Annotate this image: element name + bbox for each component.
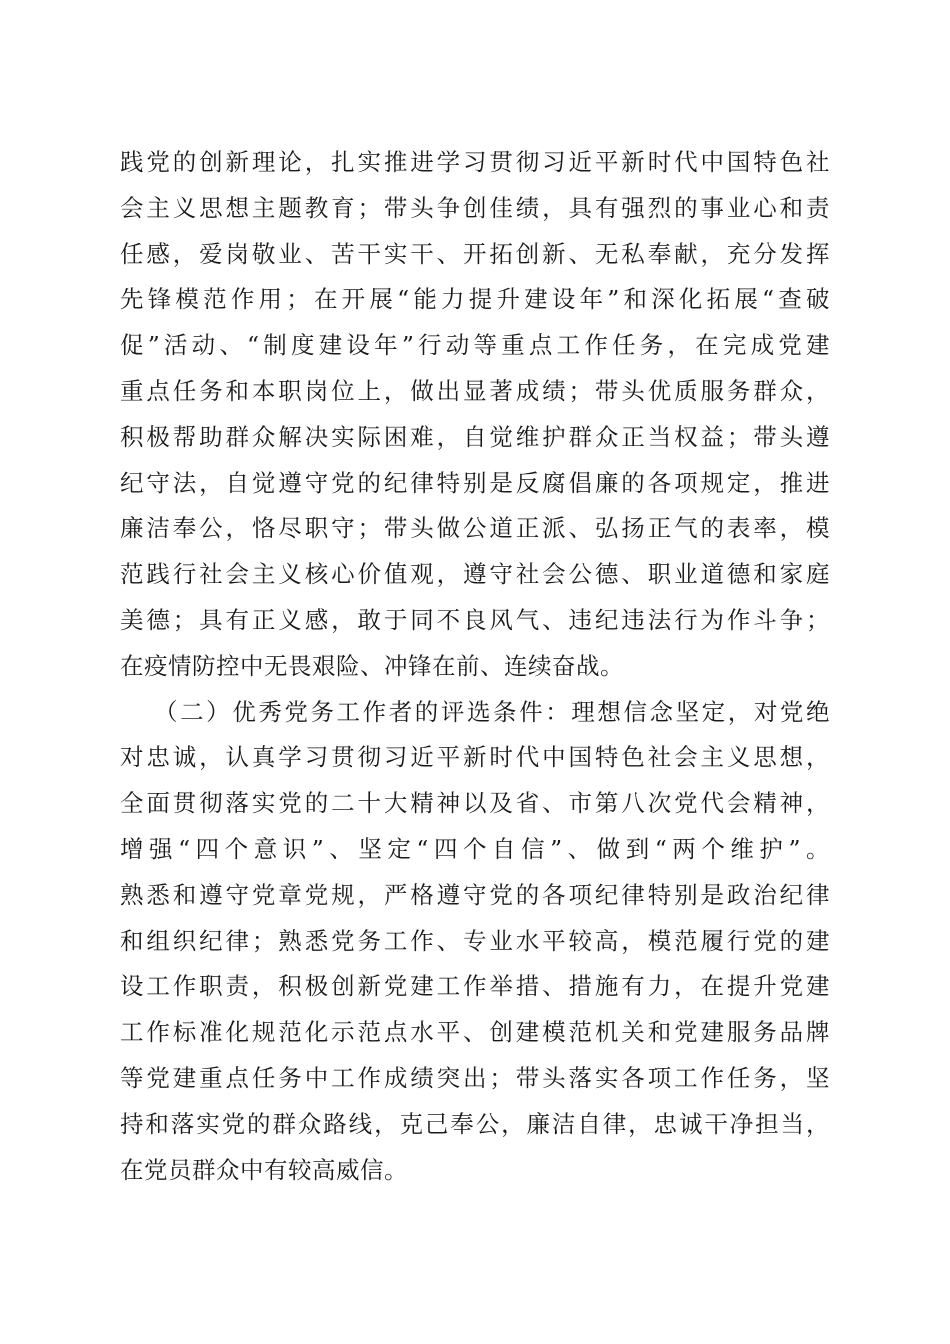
paragraph-party-worker-criteria bbox=[120, 690, 830, 1194]
text-line: 促”活动、“制度建设年”行动等重点工作任务，在完成党建 bbox=[120, 331, 830, 360]
section-heading-line: （二）优秀党务工作者的评选条件：理想信念坚定，对党绝 bbox=[154, 697, 830, 726]
text-line: 积极帮助群众解决实际困难，自觉维护群众正当权益；带头遵 bbox=[120, 422, 830, 451]
text-line: 持和落实党的群众路线，克己奉公，廉洁自律，忠诚干净担当， bbox=[120, 1109, 830, 1138]
text-line: 增强“四个意识”、坚定“四个自信”、做到“两个维护”。 bbox=[120, 834, 830, 863]
document-body bbox=[120, 140, 830, 1193]
text-line: 对忠诚，认真学习贯彻习近平新时代中国特色社会主义思想， bbox=[120, 743, 830, 772]
text-line: 工作标准化规范化示范点水平、创建模范机关和党建服务品牌 bbox=[120, 1018, 830, 1047]
text-line: 先锋模范作用；在开展“能力提升建设年”和深化拓展“查破 bbox=[120, 285, 830, 314]
text-line: 廉洁奉公，恪尽职守；带头做公道正派、弘扬正气的表率，模 bbox=[120, 514, 830, 543]
text-line: 熟悉和遵守党章党规，严格遵守党的各项纪律特别是政治纪律 bbox=[120, 880, 830, 909]
text-line: 美德；具有正义感，敢于同不良风气、违纪违法行为作斗争； bbox=[120, 605, 830, 634]
text-line: 等党建重点任务中工作成绩突出；带头落实各项工作任务，坚 bbox=[120, 1063, 830, 1092]
text-line: 纪守法，自觉遵守党的纪律特别是反腐倡廉的各项规定，推进 bbox=[120, 468, 830, 497]
text-line: 范践行社会主义核心价值观，遵守社会公德、职业道德和家庭 bbox=[120, 560, 830, 589]
paragraph-model-criteria bbox=[120, 140, 830, 690]
text-line: 设工作职责，积极创新党建工作举措、措施有力，在提升党建 bbox=[120, 972, 830, 1001]
text-line: 和组织纪律；熟悉党务工作、专业水平较高，模范履行党的建 bbox=[120, 926, 830, 955]
text-line: 在疫情防控中无畏艰险、冲锋在前、连续奋战。 bbox=[120, 651, 624, 680]
text-line: 重点任务和本职岗位上，做出显著成绩；带头优质服务群众， bbox=[120, 376, 830, 405]
text-line: 任感，爱岗敬业、苦干实干、开拓创新、无私奉献，充分发挥 bbox=[120, 239, 830, 268]
text-line: 在党员群众中有较高威信。 bbox=[120, 1155, 408, 1184]
text-line: 践党的创新理论，扎实推进学习贯彻习近平新时代中国特色社 bbox=[120, 148, 830, 176]
text-line: 全面贯彻落实党的二十大精神以及省、市第八次党代会精神， bbox=[120, 789, 830, 818]
text-line: 会主义思想主题教育；带头争创佳绩，具有强烈的事业心和责 bbox=[120, 193, 830, 222]
